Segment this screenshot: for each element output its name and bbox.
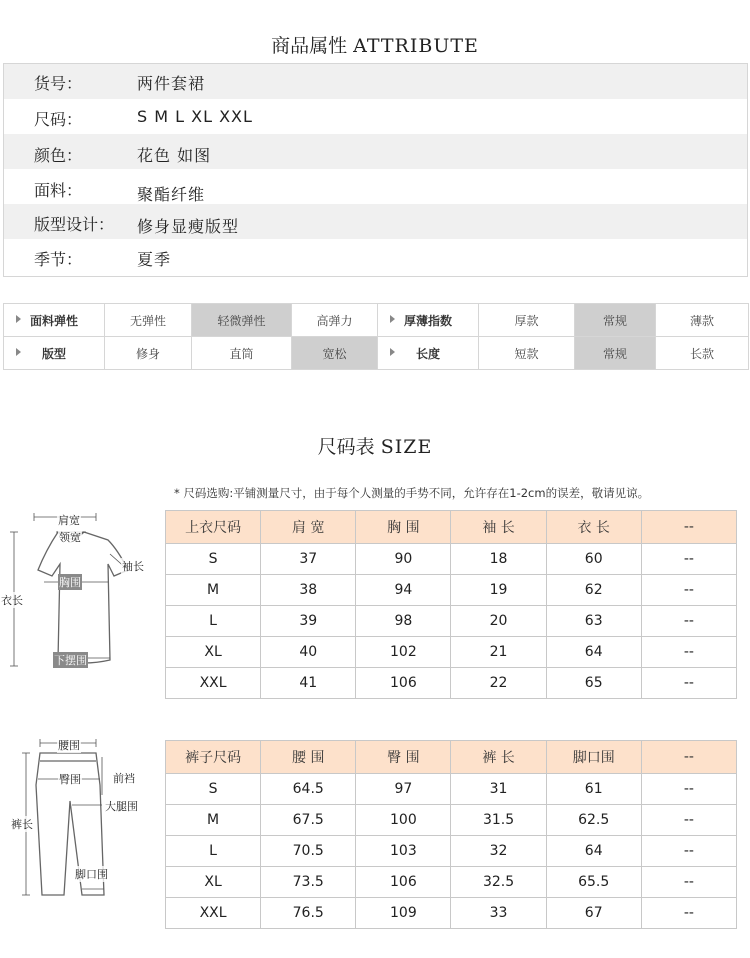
attr-value: 花色 如图: [137, 146, 212, 165]
table-cell: 20: [451, 606, 546, 637]
sleeve-label: 袖长: [122, 560, 144, 573]
table-cell: 98: [356, 606, 451, 637]
table-cell: 70.5: [261, 836, 356, 867]
feature-label-length: 长度: [378, 337, 479, 370]
table-cell: 76.5: [261, 898, 356, 929]
table-cell: 94: [356, 575, 451, 606]
table-cell: --: [641, 544, 736, 575]
table-cell: --: [641, 867, 736, 898]
triangle-icon: [16, 315, 21, 323]
table-row: [166, 606, 737, 637]
feature-label-elasticity: 面料弹性: [4, 304, 105, 337]
pants-diagram: [0, 735, 160, 905]
table-cell: 32: [451, 836, 546, 867]
top-size-table: [165, 510, 737, 699]
table-cell: 32.5: [451, 867, 546, 898]
table-cell: XL: [166, 867, 261, 898]
feature-option: 薄款: [656, 304, 749, 337]
table-cell: 64: [546, 836, 641, 867]
table-cell: 97: [356, 774, 451, 805]
feature-option: 厚款: [479, 304, 575, 337]
rise-label: 前裆: [113, 772, 135, 785]
attr-value: 修身显瘦版型: [137, 217, 240, 236]
feature-option-selected: 宽松: [292, 337, 378, 370]
table-cell: 64: [546, 637, 641, 668]
shoulder-label: 肩宽: [58, 514, 80, 527]
feature-label-thickness: 厚薄指数: [378, 304, 479, 337]
attr-label: 货号：: [34, 74, 83, 93]
triangle-icon: [390, 348, 395, 356]
table-cell: 106: [356, 867, 451, 898]
table-cell: L: [166, 836, 261, 867]
table-cell: --: [641, 774, 736, 805]
table-cell: 64.5: [261, 774, 356, 805]
table-cell: 38: [261, 575, 356, 606]
column-header: 臀 围: [356, 741, 451, 774]
table-cell: 31.5: [451, 805, 546, 836]
size-section-title: [0, 432, 750, 459]
attr-row-season: [4, 239, 747, 274]
table-cell: S: [166, 774, 261, 805]
table-cell: 61: [546, 774, 641, 805]
table-cell: 90: [356, 544, 451, 575]
column-header: 袖 长: [451, 511, 546, 544]
column-header: --: [641, 741, 736, 774]
hip-label: 臀围: [59, 773, 81, 786]
table-cell: M: [166, 805, 261, 836]
table-cell: XXL: [166, 668, 261, 699]
attr-row-fit: [4, 204, 747, 239]
attr-value: 夏季: [137, 250, 172, 269]
attr-value: 聚酯纤维: [137, 185, 206, 204]
table-cell: 60: [546, 544, 641, 575]
table-cell: 67.5: [261, 805, 356, 836]
table-cell: 65: [546, 668, 641, 699]
table-cell: 31: [451, 774, 546, 805]
table-cell: 19: [451, 575, 546, 606]
attr-row-color: [4, 134, 747, 169]
table-cell: 102: [356, 637, 451, 668]
attr-label: 颜色：: [34, 146, 83, 165]
table-row: [166, 805, 737, 836]
attr-value: S M L XL XXL: [137, 107, 253, 126]
triangle-icon: [16, 348, 21, 356]
table-cell: 67: [546, 898, 641, 929]
column-header: 肩 宽: [261, 511, 356, 544]
table-cell: S: [166, 544, 261, 575]
feature-label-fit: 版型: [4, 337, 105, 370]
attr-label: 版型设计：: [34, 215, 115, 234]
feature-option: 长款: [656, 337, 749, 370]
table-row: [166, 774, 737, 805]
column-header: 裤子尺码: [166, 741, 261, 774]
feature-row: [4, 337, 749, 370]
feature-option: 短款: [479, 337, 575, 370]
column-header: 裤 长: [451, 741, 546, 774]
table-cell: 18: [451, 544, 546, 575]
tshirt-diagram: [0, 510, 160, 680]
table-cell: --: [641, 575, 736, 606]
table-cell: --: [641, 637, 736, 668]
table-cell: 40: [261, 637, 356, 668]
table-row: [166, 867, 737, 898]
hem-label: 下摆围: [54, 654, 87, 667]
table-cell: 62: [546, 575, 641, 606]
table-cell: 63: [546, 606, 641, 637]
column-header: 腰 围: [261, 741, 356, 774]
table-cell: --: [641, 668, 736, 699]
table-cell: 33: [451, 898, 546, 929]
body-length-label: 衣长: [1, 594, 23, 607]
column-header: --: [641, 511, 736, 544]
feature-option-selected: 轻微弹性: [192, 304, 292, 337]
attribute-section-title: [0, 31, 750, 58]
column-header: 上衣尺码: [166, 511, 261, 544]
feature-option: 直筒: [192, 337, 292, 370]
feature-grid: [3, 303, 749, 370]
table-cell: 39: [261, 606, 356, 637]
table-row: [166, 668, 737, 699]
table-cell: 73.5: [261, 867, 356, 898]
table-cell: --: [641, 606, 736, 637]
triangle-icon: [390, 315, 395, 323]
feature-row: [4, 304, 749, 337]
feature-option-selected: 常规: [575, 304, 656, 337]
leg-opening-label: 脚口围: [75, 868, 108, 881]
table-row: [166, 898, 737, 929]
attr-label: 尺码：: [34, 110, 83, 129]
attr-row-fabric: [4, 169, 747, 204]
pants-length-label: 裤长: [11, 818, 33, 831]
table-cell: 62.5: [546, 805, 641, 836]
feature-option: 无弹性: [105, 304, 192, 337]
table-cell: 100: [356, 805, 451, 836]
neck-label: 领宽: [59, 531, 81, 544]
waist-label: 腰围: [58, 739, 80, 752]
column-header: 脚口围: [546, 741, 641, 774]
chest-label: 胸围: [59, 576, 81, 589]
table-cell: --: [641, 836, 736, 867]
table-row: [166, 575, 737, 606]
size-title-en: SIZE: [380, 436, 433, 458]
table-cell: L: [166, 606, 261, 637]
table-header-row: [166, 511, 737, 544]
attr-label: 季节：: [34, 250, 83, 269]
table-cell: XXL: [166, 898, 261, 929]
attr-row-size: [4, 99, 747, 134]
table-cell: --: [641, 898, 736, 929]
table-cell: 109: [356, 898, 451, 929]
pants-size-table: [165, 740, 737, 929]
attr-label: 面料：: [34, 181, 83, 200]
attribute-title-cn: 商品属性: [271, 35, 348, 57]
table-row: [166, 544, 737, 575]
table-row: [166, 637, 737, 668]
table-cell: 41: [261, 668, 356, 699]
table-cell: 65.5: [546, 867, 641, 898]
attr-row-item-no: [4, 64, 747, 99]
table-cell: 22: [451, 668, 546, 699]
attribute-title-en: ATTRIBUTE: [353, 35, 479, 57]
feature-option-selected: 常规: [575, 337, 656, 370]
feature-option: 高弹力: [292, 304, 378, 337]
table-header-row: [166, 741, 737, 774]
table-cell: M: [166, 575, 261, 606]
table-cell: XL: [166, 637, 261, 668]
size-note: * 尺码选购:平铺测量尺寸，由于每个人测量的手势不同，允许存在1-2cm的误差，敬请见谅。: [174, 486, 650, 500]
table-cell: --: [641, 805, 736, 836]
table-cell: 37: [261, 544, 356, 575]
column-header: 衣 长: [546, 511, 641, 544]
attr-value: 两件套裙: [137, 74, 206, 93]
table-cell: 21: [451, 637, 546, 668]
thigh-label: 大腿围: [105, 800, 138, 813]
size-title-cn: 尺码表: [317, 436, 375, 458]
feature-option: 修身: [105, 337, 192, 370]
table-cell: 106: [356, 668, 451, 699]
table-row: [166, 836, 737, 867]
column-header: 胸 围: [356, 511, 451, 544]
attribute-list: [3, 63, 748, 277]
table-cell: 103: [356, 836, 451, 867]
